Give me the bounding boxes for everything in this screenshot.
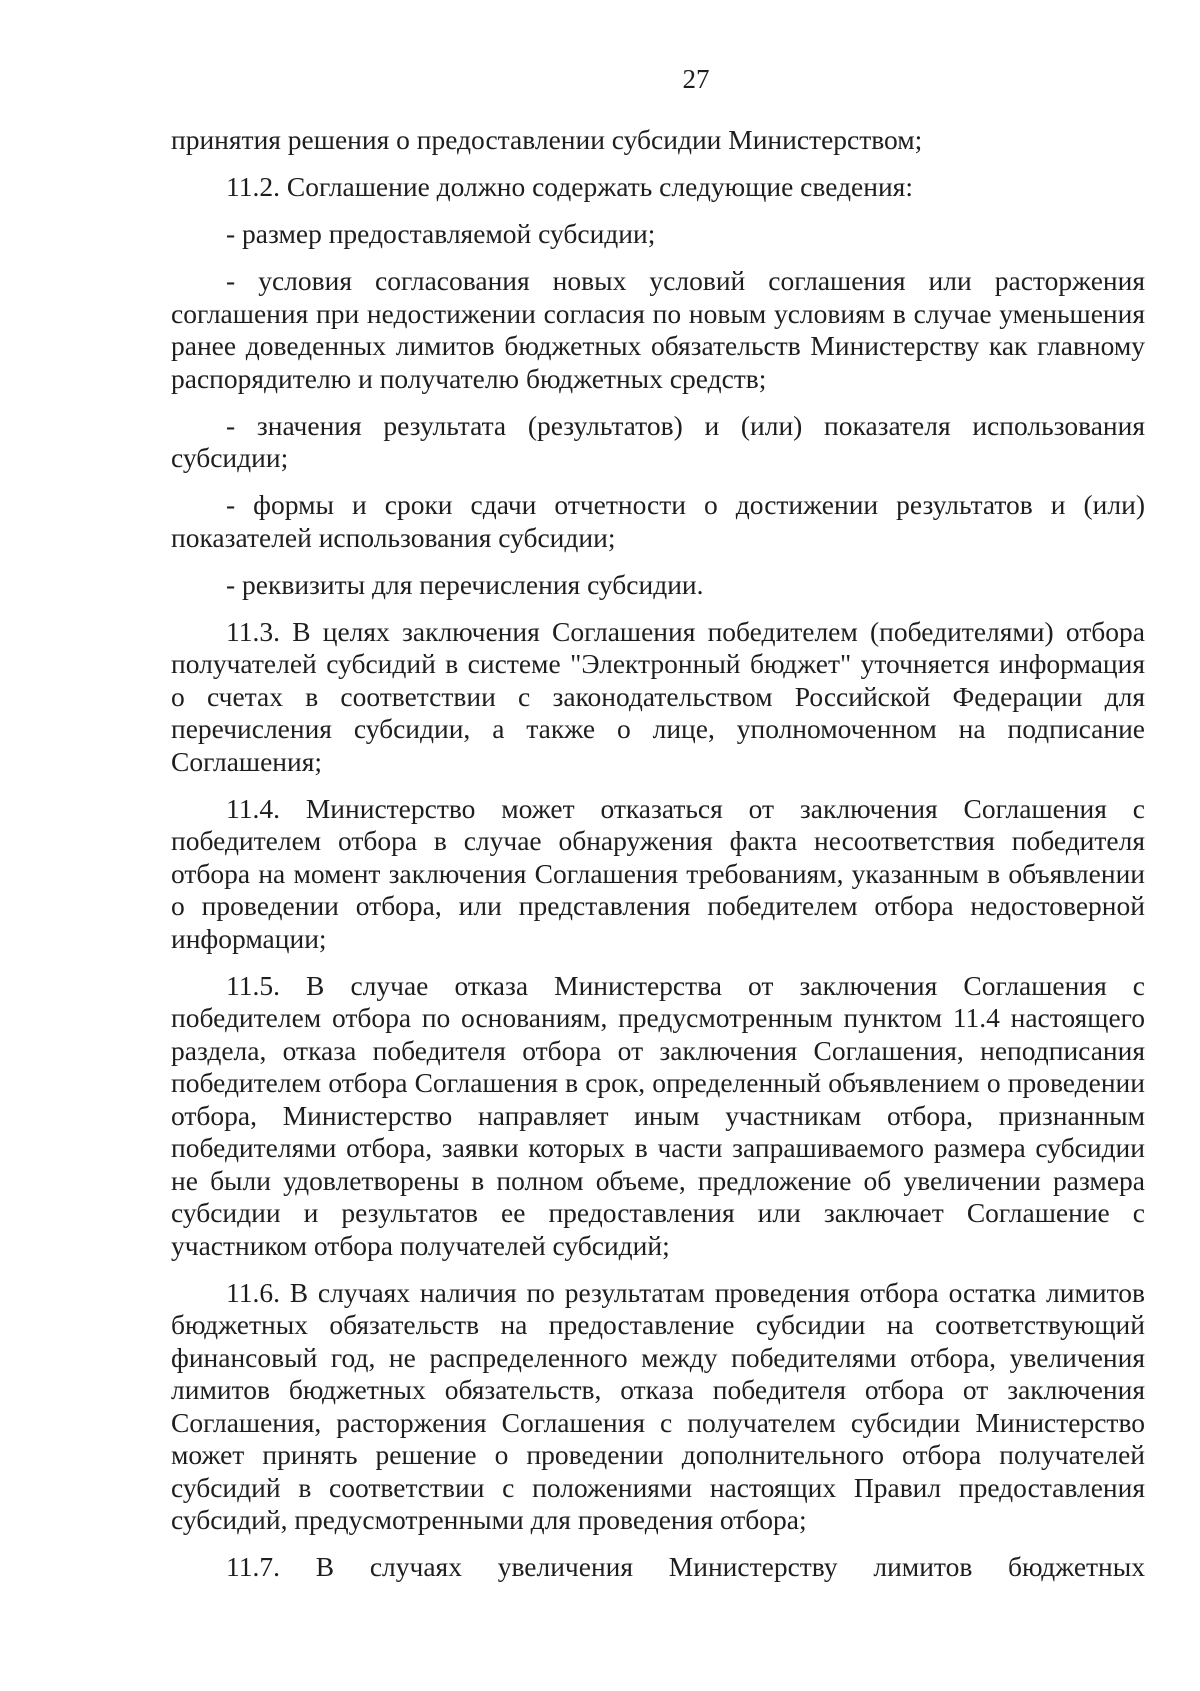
paragraph-continuation: принятия решения о предоставлении субсидии Министерством; bbox=[171, 124, 923, 155]
paragraph-11-7: 11.7. В случаях увеличения Министерству лимитов бюджетных bbox=[226, 1551, 1145, 1582]
paragraph-11-4: 11.4. Министерство может отказаться от заключения Соглашения с победителем отбора в случае обнаружения факта несоответствия победителя отбора на момент заключения Соглашения требованиям, указанным в объявлении о проведении отбора, или представления победителем отбора недостоверной информации; bbox=[171, 792, 1145, 954]
paragraph-11-2: 11.2. Соглашение должно содержать следующие сведения: bbox=[226, 171, 913, 202]
paragraph-bullet-result-values: - значения результата (результатов) и (или) показателя использования субсидии; bbox=[171, 409, 1145, 473]
paragraph-bullet-reporting-forms: - формы и сроки сдачи отчетности о достижении результатов и (или) показателей использования субсидии; bbox=[171, 489, 1145, 553]
page-number: 27 bbox=[682, 64, 710, 94]
paragraph-11-3: 11.3. В целях заключения Соглашения победителем (победителями) отбора получателей субсидий в системе "Электронный бюджет" уточняется информация о счетах в соответствии с законодательством Российской Федерации для перечисления субсидии, а также о лице, уполномоченном на подписание Соглашения; bbox=[171, 615, 1145, 777]
paragraph-11-5: 11.5. В случае отказа Министерства от заключения Соглашения с победителем отбора по основаниям, предусмотренным пунктом 11.4 настоящего раздела, отказа победителя отбора от заключения Соглашения, неподписания победителем отбора Соглашения в срок, определенный объявлением о проведении отбора, Министерство направляет иным участникам отбора, признанным победителями отбора, заявки которых в части запрашиваемого размера субсидии не были удовлетворены в полном объеме, предложение об увеличении размера субсидии и результатов ее предоставления или заключает Соглашение с участником отбора получателей субсидий; bbox=[171, 969, 1145, 1261]
paragraph-bullet-subsidy-size: - размер предоставляемой субсидии; bbox=[226, 218, 656, 249]
paragraph-bullet-payment-details: - реквизиты для перечисления субсидии. bbox=[226, 568, 704, 600]
document-body bbox=[171, 124, 1145, 1598]
paragraph-11-6: 11.6. В случаях наличия по результатам проведения отбора остатка лимитов бюджетных обязательств на предоставление субсидии на соответствующий финансовый год, не распределенного между победителями отбора, увеличения лимитов бюджетных обязательств, отказа победителя отбора от заключения Соглашения, расторжения Соглашения с получателем субсидии Министерство может принять решение о проведении дополнительного отбора получателей субсидий в соответствии с положениями настоящих Правил предоставления субсидий, предусмотренными для проведения отбора; bbox=[171, 1276, 1145, 1535]
paragraph-bullet-agreement-conditions: - условия согласования новых условий соглашения или расторжения соглашения при недостижении согласия по новым условиям в случае уменьшения ранее доведенных лимитов бюджетных обязательств Министерству как главному распорядителю и получателю бюджетных средств; bbox=[171, 265, 1145, 394]
